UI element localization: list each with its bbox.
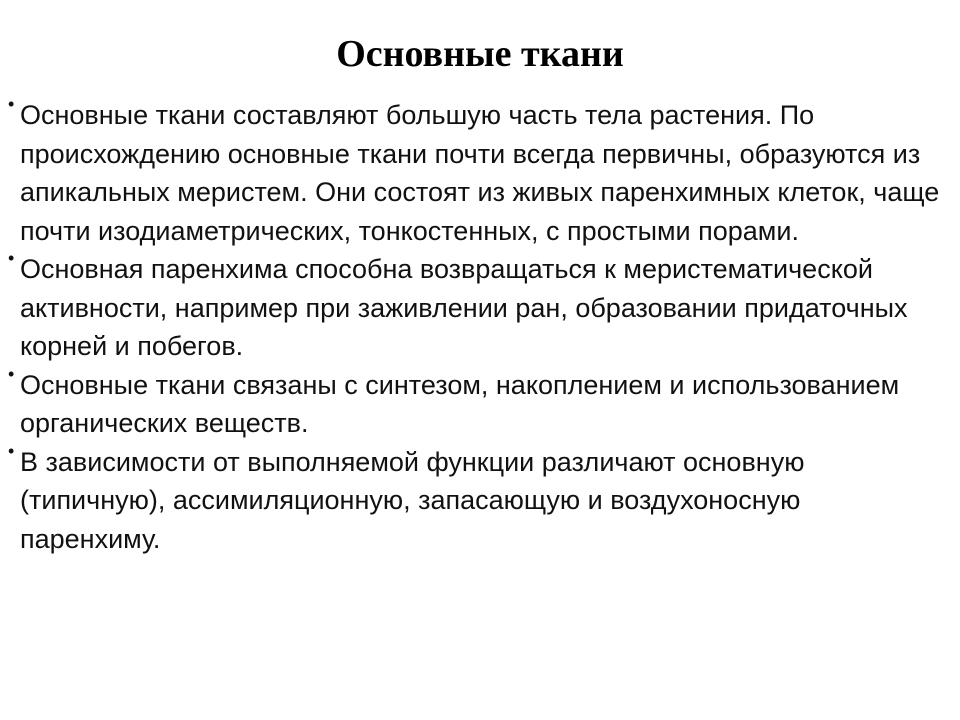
- bullet-text: В зависимости от выполняемой функции различают основную (типичную), ассимиляционную, запасающую и воздухоносную паренхиму.: [20, 446, 805, 554]
- bullet-dot-icon: •: [8, 440, 15, 461]
- bullet-list: [8, 94, 944, 558]
- bullet-dot-icon: •: [8, 363, 15, 384]
- bullet-text: Основная паренхима способна возвращаться к меристематической активности, например при заживлении ран, образовании придаточных корней и побегов.: [20, 254, 908, 361]
- bullet-item-1: [8, 94, 944, 250]
- bullet-text: Основные ткани составляют большую часть тела растения. По происхождению основные ткани почти всегда первичны, образуются из апикальных меристем. Они состоят из живых паренхимных клеток, чаще почти изодиаметрических, тонкостенных, с простыми порами.: [20, 100, 940, 246]
- bullet-text: Основные ткани связаны с синтезом, накоплением и использованием органических веществ.: [20, 369, 900, 438]
- bullet-item-2: [8, 248, 944, 366]
- slide-title: Основные ткани: [336, 33, 624, 75]
- bullet-item-3: [8, 363, 944, 443]
- bullet-dot-icon: •: [8, 248, 15, 268]
- bullet-dot-icon: •: [8, 94, 15, 114]
- bullet-item-4: [8, 440, 944, 559]
